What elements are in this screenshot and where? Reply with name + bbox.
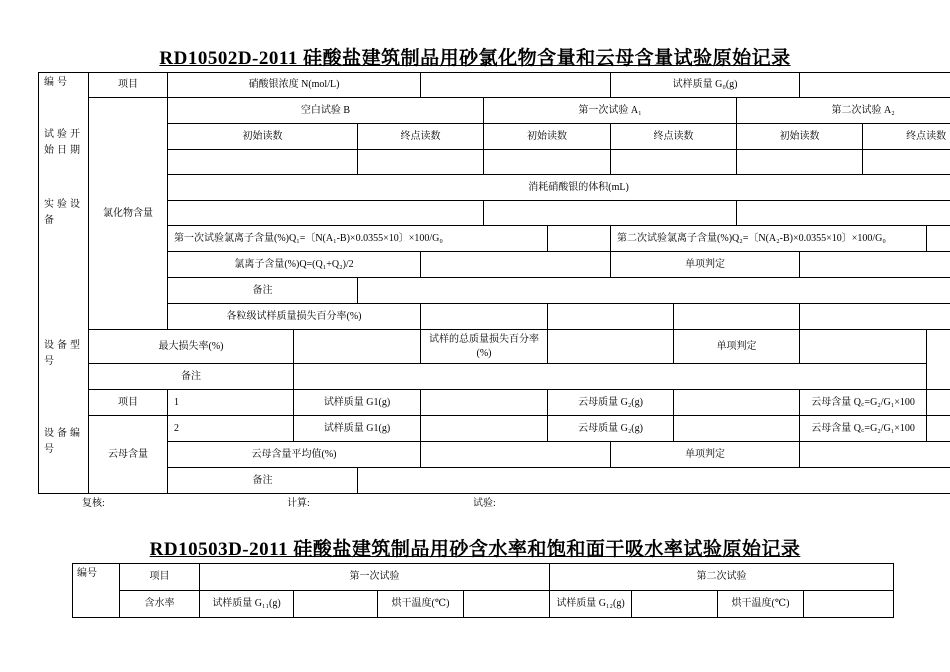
test-signature-label: 试验: <box>473 498 496 509</box>
equipment-number-label: 设备编号 <box>44 428 83 455</box>
max-loss-value[interactable] <box>294 330 421 364</box>
q-average-value[interactable] <box>421 252 611 278</box>
blank-initial-value[interactable] <box>168 150 358 175</box>
grade-loss-value-3[interactable] <box>674 304 800 330</box>
loss-judge-label: 单项判定 <box>674 330 800 364</box>
grade-loss-value-2[interactable] <box>548 304 674 330</box>
mica-judge-value[interactable] <box>800 442 950 468</box>
loss-remark-label: 备注 <box>89 364 294 390</box>
first-initial-value[interactable] <box>484 150 611 175</box>
first-end-value[interactable] <box>611 150 737 175</box>
q2-formula-label: 第二次试验氯离子含量(%)Q₂=〔N(A₂-B)×0.0355×10〕×100/G₀ <box>611 226 927 252</box>
sample-mass-label: 试样质量 G₀(g) <box>611 73 800 98</box>
mica-content-label-2: 云母含量 Q꜀=G₂/G₁×100 <box>800 416 927 442</box>
moisture-first-test-header: 第一次试验 <box>200 564 550 591</box>
moisture-temp2-label: 烘干温度(℃) <box>718 591 804 618</box>
mica-sample-mass-label-2: 试样质量 G1(g) <box>294 416 421 442</box>
first-initial-label: 初始读数 <box>484 124 611 150</box>
mica-mass-label-1: 云母质量 G₂(g) <box>548 390 674 416</box>
moisture-temp1-value[interactable] <box>464 591 550 618</box>
grade-loss-value-4[interactable] <box>800 304 950 330</box>
moisture-second-test-header: 第二次试验 <box>550 564 894 591</box>
chloride-section-label: 氯化物含量 <box>89 98 168 330</box>
moisture-item-header: 项目 <box>120 564 200 591</box>
mica-mass-value-2[interactable] <box>674 416 800 442</box>
first-volume-value[interactable] <box>484 201 737 226</box>
second-end-label: 终点读数 <box>863 124 950 150</box>
chloride-judge-label: 单项判定 <box>611 252 800 278</box>
mica-content-label-1: 云母含量 Q꜀=G₂/G₁×100 <box>800 390 927 416</box>
chloride-remark-value[interactable] <box>358 278 950 304</box>
agno3-volume-header: 消耗硝酸银的体积(mL) <box>168 175 950 201</box>
sample-mass-value[interactable] <box>800 73 950 98</box>
review-signature-label: 复核: <box>82 498 105 509</box>
q-average-label: 氯离子含量(%)Q=(Q₁+Q₂)/2 <box>168 252 421 278</box>
moisture-temp2-value[interactable] <box>804 591 894 618</box>
second-initial-label: 初始读数 <box>737 124 863 150</box>
mica-mass-label-2: 云母质量 G₂(g) <box>548 416 674 442</box>
chloride-mica-record-table <box>38 72 950 494</box>
mica-sample-mass-value-1[interactable] <box>421 390 548 416</box>
grade-loss-label: 各粒级试样质量损失百分率(%) <box>168 304 421 330</box>
mica-remark-label: 备注 <box>168 468 358 494</box>
second-test-header: 第二次试验 A₂ <box>737 98 950 124</box>
mica-sample-mass-value-2[interactable] <box>421 416 548 442</box>
start-date-label: 试验开始日期 <box>44 129 83 156</box>
second-end-value[interactable] <box>863 150 950 175</box>
mica-row-number-1: 1 <box>168 390 294 416</box>
mica-row-number-2: 2 <box>168 416 294 442</box>
first-test-header: 第一次试验 A₁ <box>484 98 737 124</box>
moisture-mass1-value[interactable] <box>294 591 378 618</box>
mica-mass-value-1[interactable] <box>674 390 800 416</box>
equipment-label: 实验设备 <box>44 199 83 226</box>
mica-content-value-2[interactable] <box>927 416 950 442</box>
mica-average-label: 云母含量平均值(%) <box>168 442 421 468</box>
form-title-moisture: RD10503D-2011 硅酸盐建筑制品用砂含水率和饱和面干吸水率试验原始记录 <box>149 539 801 560</box>
max-loss-label: 最大损失率(%) <box>89 330 294 364</box>
first-end-label: 终点读数 <box>611 124 737 150</box>
form-title-chloride-mica: RD10502D-2011 硅酸盐建筑制品用砂氯化物含量和云母含量试验原始记录 <box>159 48 791 69</box>
blank-test-header: 空白试验 B <box>168 98 484 124</box>
q2-value[interactable] <box>927 226 950 252</box>
grade-loss-value-1[interactable] <box>421 304 548 330</box>
second-initial-value[interactable] <box>737 150 863 175</box>
total-loss-label: 试样的总质量损失百分率(%) <box>421 330 548 364</box>
mica-content-value-1[interactable] <box>927 390 950 416</box>
mica-remark-value[interactable] <box>358 468 950 494</box>
moisture-mass2-value[interactable] <box>632 591 718 618</box>
blank-initial-label: 初始读数 <box>168 124 358 150</box>
loss-judge-value[interactable] <box>800 330 927 364</box>
loss-remark-value[interactable] <box>294 364 927 390</box>
moisture-row-label: 含水率 <box>120 591 200 618</box>
equipment-model-label: 设备型号 <box>44 340 83 367</box>
chloride-judge-value[interactable] <box>800 252 950 278</box>
second-volume-value[interactable] <box>737 201 950 226</box>
chloride-remark-label: 备注 <box>168 278 358 304</box>
moisture-mass1-label: 试样质量 G₁₁(g) <box>200 591 294 618</box>
mica-sample-mass-label-1: 试样质量 G1(g) <box>294 390 421 416</box>
mica-average-value[interactable] <box>421 442 611 468</box>
blank-volume-value[interactable] <box>168 201 484 226</box>
moisture-temp1-label: 烘干温度(℃) <box>378 591 464 618</box>
agno3-concentration-label: 硝酸银浓度 N(mol/L) <box>168 73 421 98</box>
item-header: 项目 <box>89 73 168 98</box>
total-loss-value[interactable] <box>548 330 674 364</box>
serial-label: 编号 <box>44 77 70 88</box>
q1-value[interactable] <box>548 226 611 252</box>
q1-formula-label: 第一次试验氯离子含量(%)Q₁=〔N(A₁-B)×0.0355×10〕×100/G₀ <box>168 226 548 252</box>
moisture-serial-label: 编号 <box>73 564 120 618</box>
moisture-record-table <box>72 563 894 618</box>
calc-signature-label: 计算: <box>287 498 310 509</box>
moisture-mass2-label: 试样质量 G₁₂(g) <box>550 591 632 618</box>
agno3-concentration-value[interactable] <box>421 73 611 98</box>
blank-end-value[interactable] <box>358 150 484 175</box>
mica-item-header: 项目 <box>89 390 168 416</box>
mica-section-label: 云母含量 <box>89 416 168 494</box>
mica-judge-label: 单项判定 <box>611 442 800 468</box>
blank-end-label: 终点读数 <box>358 124 484 150</box>
